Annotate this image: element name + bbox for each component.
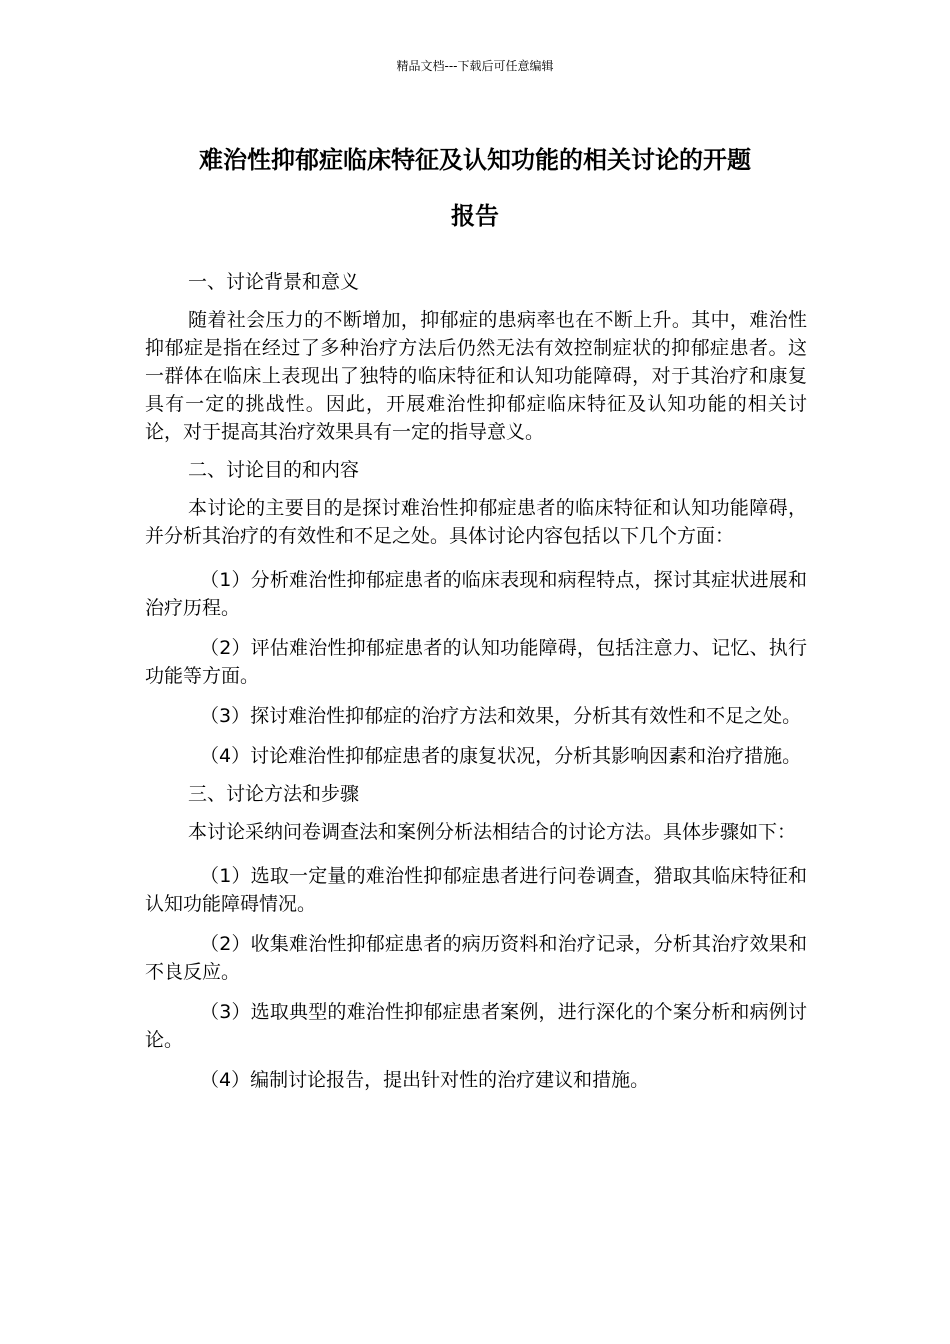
list-item: （2）评估难治性抑郁症患者的认知功能障碍，包括注意力、记忆、执行功能等方面。 (145, 637, 807, 687)
title-line-2: 报告 (451, 202, 499, 230)
section-paragraph-objectives: 本讨论的主要目的是探讨难治性抑郁症患者的临床特征和认知功能障碍，并分析其治疗的有效性和不足之处。具体讨论内容包括以下几个方面： (145, 497, 807, 547)
list-item: （3）探讨难治性抑郁症的治疗方法和效果，分析其有效性和不足之处。 (200, 705, 802, 727)
document-body (145, 268, 807, 1106)
section-heading-methods: 三、讨论方法和步骤 (188, 783, 360, 805)
list-item: （3）选取典型的难治性抑郁症患者案例，进行深化的个案分析和病例讨论。 (145, 1001, 807, 1051)
document-title (140, 132, 810, 244)
list-item: （1）选取一定量的难治性抑郁症患者进行问卷调查，猎取其临床特征和认知功能障碍情况。 (145, 865, 807, 915)
section-paragraph-methods: 本讨论采纳问卷调查法和案例分析法相结合的讨论方法。具体步骤如下： (188, 821, 797, 843)
list-item: （4）讨论难治性抑郁症患者的康复状况，分析其影响因素和治疗措施。 (200, 745, 802, 767)
section-paragraph-background: 随着社会压力的不断增加，抑郁症的患病率也在不断上升。其中，难治性抑郁症是指在经过了多种治疗方法后仍然无法有效控制症状的抑郁症患者。这一群体在临床上表现出了独特的临床特征和认知功能障碍，对于其治疗和康复具有一定的挑战性。因此，开展难治性抑郁症临床特征及认知功能的相关讨论，对于提高其治疗效果具有一定的指导意义。 (145, 309, 807, 443)
list-item: （1）分析难治性抑郁症患者的临床表现和病程特点，探讨其症状进展和治疗历程。 (145, 569, 807, 619)
section-heading-background: 一、讨论背景和意义 (188, 271, 360, 293)
section-heading-objectives: 二、讨论目的和内容 (188, 459, 360, 481)
list-item: （4）编制讨论报告，提出针对性的治疗建议和措施。 (200, 1069, 650, 1091)
header-note: 精品文档---下载后可任意编辑 (396, 59, 554, 73)
list-item: （2）收集难治性抑郁症患者的病历资料和治疗记录，分析其治疗效果和不良反应。 (145, 933, 807, 983)
title-line-1: 难治性抑郁症临床特征及认知功能的相关讨论的开题 (199, 146, 751, 174)
